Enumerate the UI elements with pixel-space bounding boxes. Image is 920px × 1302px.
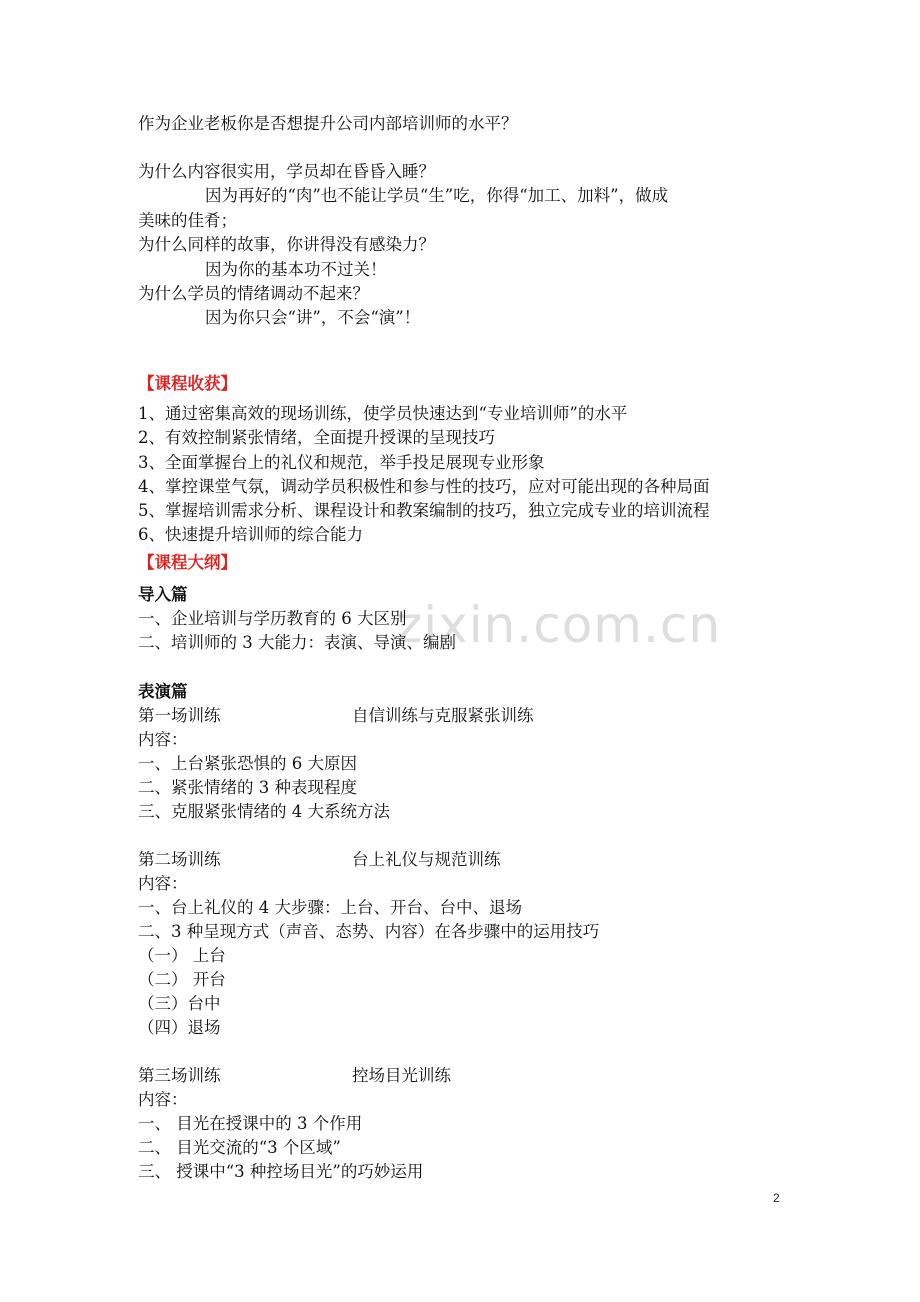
session-1-name: 第一场训练 [138,706,221,725]
watermark: zixin.com.cn [396,596,722,654]
content-label: 内容： [138,1090,188,1109]
page-number: 2 [773,1191,780,1205]
content-label: 内容： [138,730,188,749]
session-3-item: 三、 授课中“3 种控场目光”的巧妙运用 [138,1162,424,1181]
session-1-item: 一、上台紧张恐惧的 6 大原因 [138,754,357,773]
gains-item: 2、有效控制紧张情绪，全面提升授课的呈现技巧 [138,428,495,447]
intro-answer-1-line1: 因为再好的“肉”也不能让学员“生”吃，你得“加工、加料”，做成 [205,186,669,205]
part-title-performance: 表演篇 [138,682,188,701]
content-label: 内容： [138,874,188,893]
outline-item: 二、培训师的 3 大能力：表演、导演、编剧 [138,633,456,652]
intro-answer-1-line2: 美味的佳肴； [138,211,237,230]
session-2-subitem: （二） 开台 [138,970,226,989]
gains-item: 6、快速提升培训师的综合能力 [138,525,363,544]
session-3-name: 第三场训练 [138,1066,221,1085]
outline-item: 一、企业培训与学历教育的 6 大区别 [138,609,407,628]
gains-item: 4、掌控课堂气氛，调动学员积极性和参与性的技巧，应对可能出现的各种局面 [138,477,710,496]
intro-question-3: 为什么学员的情绪调动不起来？ [138,284,369,303]
session-2-item: 二、3 种呈现方式（声音、态势、内容）在各步骤中的运用技巧 [138,922,600,941]
session-1-item: 三、克服紧张情绪的 4 大系统方法 [138,802,390,821]
session-2-topic: 台上礼仪与规范训练 [352,850,501,869]
gains-item: 1、通过密集高效的现场训练，使学员快速达到“专业培训师”的水平 [138,404,628,423]
session-1-item: 二、紧张情绪的 3 种表现程度 [138,778,357,797]
intro-question-boss: 作为企业老板你是否想提升公司内部培训师的水平？ [138,114,518,133]
intro-question-2: 为什么同样的故事，你讲得没有感染力？ [138,235,435,254]
session-3-item: 二、 目光交流的“3 个区域” [138,1138,341,1157]
part-title-intro: 导入篇 [138,585,188,604]
session-2-name: 第二场训练 [138,850,221,869]
session-1-topic: 自信训练与克服紧张训练 [352,706,534,725]
session-2-item: 一、台上礼仪的 4 大步骤：上台、开台、台中、退场 [138,898,522,917]
gains-heading: 【课程收获】 [138,374,237,393]
session-3-item: 一、 目光在授课中的 3 个作用 [138,1114,363,1133]
intro-answer-2: 因为你的基本功不过关！ [205,260,387,279]
session-2-subitem: （四）退场 [138,1018,221,1037]
outline-heading: 【课程大纲】 [138,553,237,572]
intro-answer-3: 因为你只会“讲”，不会“演”！ [205,308,421,327]
session-2-subitem: （一） 上台 [138,946,226,965]
gains-item: 5、掌握培训需求分析、课程设计和教案编制的技巧，独立完成专业的培训流程 [138,501,710,520]
gains-item: 3、全面掌握台上的礼仪和规范，举手投足展现专业形象 [138,453,545,472]
session-2-subitem: （三）台中 [138,994,221,1013]
intro-question-1: 为什么内容很实用，学员却在昏昏入睡？ [138,162,435,181]
session-3-topic: 控场目光训练 [352,1066,451,1085]
